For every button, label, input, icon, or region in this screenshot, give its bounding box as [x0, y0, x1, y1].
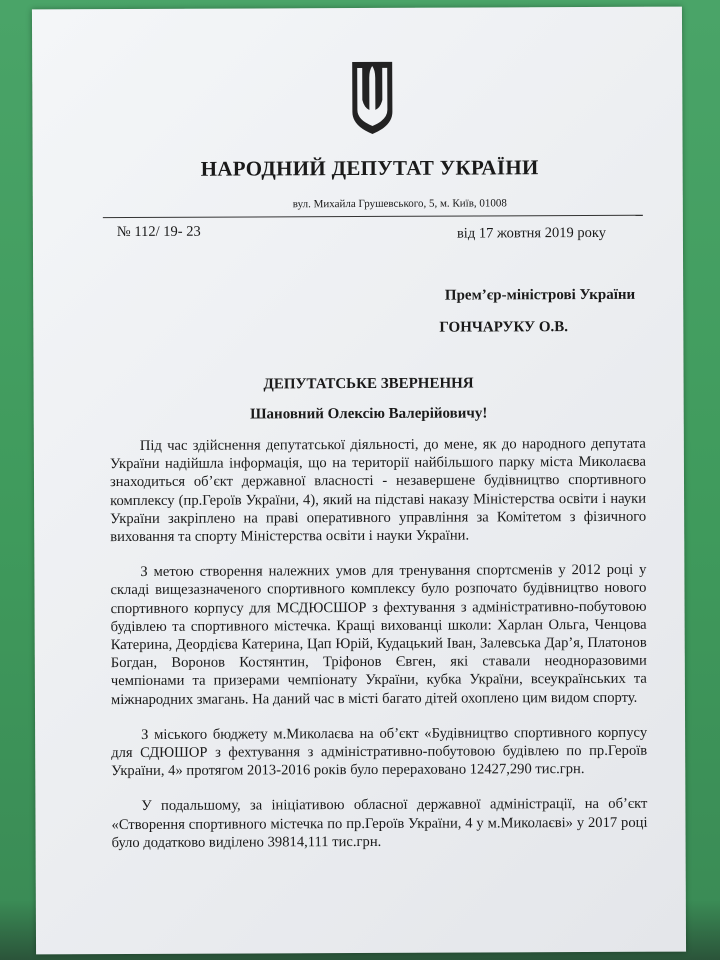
- document-heading: ДЕПУТАТСЬКЕ ЗВЕРНЕННЯ: [263, 375, 474, 393]
- document-number: № 112/ 19- 23: [116, 223, 201, 241]
- body-paragraph: З метою створення належних умов для тренування спортсменів у 2012 році у складі вищезазначеного спортивного комплексу було розпочато будівництво нового спортивного корпусу для МСДЮСШОР з фехтування з адміністративно-побутовою будівлею та спортивного містечка. Кращі вихованці школи: Харлан Ольга, Ченцова Катерина, Деордієва Катерина, Цап Юрій, Кудацький Іван, Залевська Дар’я, Платонов Богдан, Воронов Костянтин, Тріфонов Євген, які ставали неодноразовими чемпіонами та призерами чемпіонату України, кубка України, всеукраїнських та міжнародних змагань. На даний час в місті багато дітей охоплено цим видом спорту.: [110, 561, 647, 708]
- body-paragraph: У подальшому, за ініціативою обласної державної адміністрації, на об’єкт «Створення спортивного містечка по пр.Героїв України, 4 у м.Миколаєві» у 2017 році було додатково виділено 39814,111 тис.грн.: [111, 796, 648, 851]
- letterhead-title: НАРОДНИЙ ДЕПУТАТ УКРАЇНИ: [200, 155, 539, 181]
- recipient-name: ГОНЧАРУКУ О.В.: [439, 319, 569, 336]
- salutation: Шановний Олексію Валерійовичу!: [250, 405, 488, 423]
- document-date: від 17 жовтня 2019 року: [456, 224, 606, 242]
- letter-body: [110, 435, 648, 869]
- letterhead-address: вул. Михайла Грушевського, 5, м. Київ, 01008: [292, 197, 507, 211]
- letterhead-divider: [103, 215, 643, 218]
- letter-sheet: [32, 7, 686, 955]
- body-paragraph: Під час здійснення депутатської діяльності, до мене, як до народного депутата України надійшла інформація, що на території найбільшого парку міста Миколаєва знаходиться об’єкт державної власності - незавершене будівництво спортивного комплексу (пр.Героїв України, 4), який на підставі наказу Міністерства освіти і науки України закріплено на праві оперативного управління за Комітетом з фізичного виховання та спорту Міністерства освіти і науки України.: [109, 435, 647, 546]
- recipient-position: Прем’єр-міністрові України: [444, 286, 636, 304]
- trident-emblem-icon: [350, 60, 394, 136]
- body-paragraph: З міського бюджету м.Миколаєва на об’єкт «Будівництво спортивного корпусу для СДЮШОР з фехтування з адміністративно-побутовою будівлею по пр.Героїв України, 4» протягом 2013-2016 років було перераховано 12427,290 тис.грн.: [111, 724, 648, 780]
